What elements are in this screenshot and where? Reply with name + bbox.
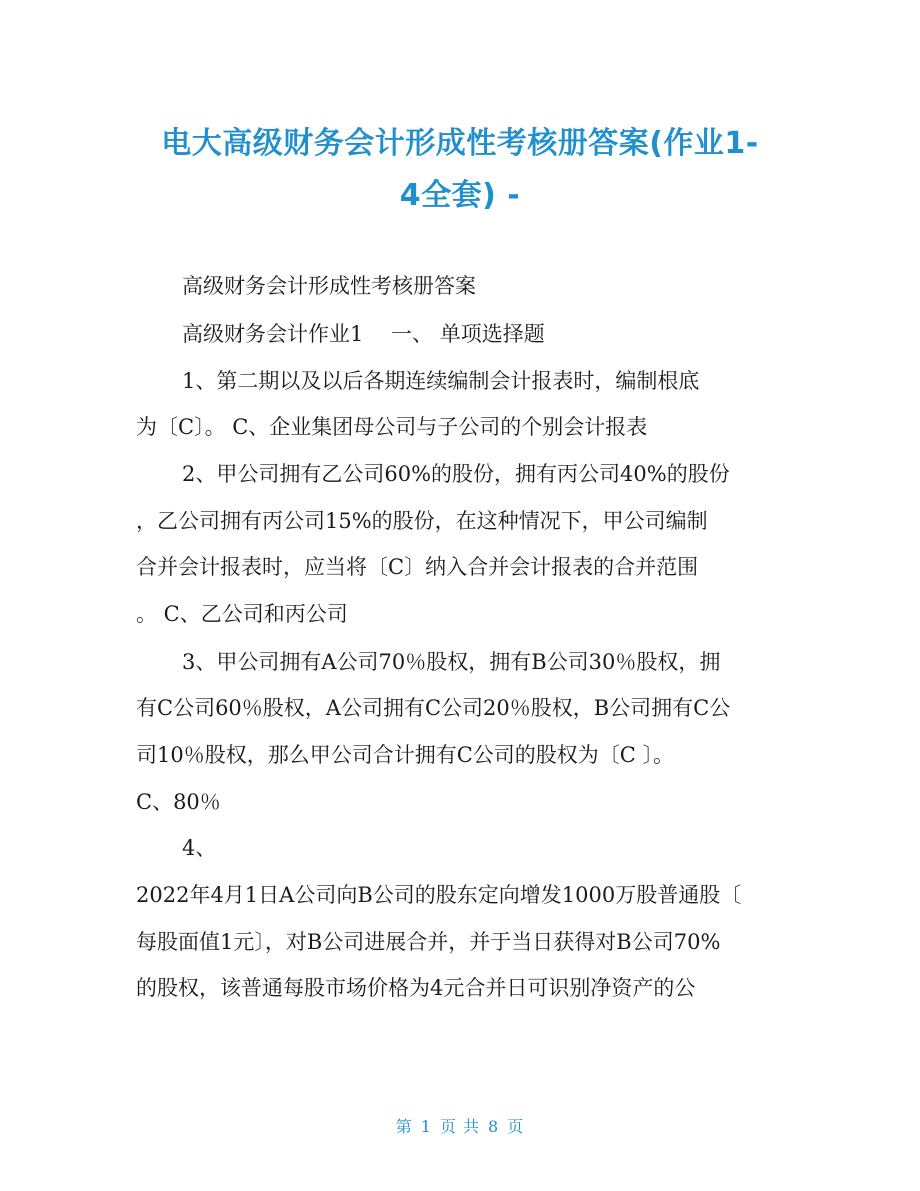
paragraph-line: 高级财务会计形成性考核册答案: [182, 274, 476, 298]
paragraph-line: 合并会计报表时，应当将〔C〕纳入合并会计报表的合并范围: [136, 555, 699, 579]
paragraph-line: 2、甲公司拥有乙公司60%的股份，拥有丙公司40%的股份: [182, 462, 730, 486]
paragraph-line: 3、甲公司拥有A公司70％股权，拥有B公司30％股权，拥: [182, 650, 721, 674]
paragraph-line: ，乙公司拥有丙公司15%的股份，在这种情况下，甲公司编制: [136, 509, 708, 533]
paragraph-line: 高级财务会计作业1 一、 单项选择题: [182, 322, 545, 346]
footer-middle: 页 共: [439, 1117, 481, 1136]
document-title-line2: 4全套) -: [399, 178, 521, 213]
document-title-line1: 电大高级财务会计形成性考核册答案(作业1-: [161, 126, 759, 161]
paragraph-line: 每股面值1元〕，对B公司进展合并，并于当日获得对B公司70%: [136, 930, 721, 954]
paragraph-line: 1、第二期以及以后各期连续编制会计报表时，编制根底: [182, 369, 700, 393]
paragraph-line: 。 C、乙公司和丙公司: [136, 602, 348, 626]
footer-total-pages: 8: [488, 1117, 500, 1136]
page-footer: [0, 1114, 920, 1137]
paragraph-line: 司10％股权，那么甲公司合计拥有C公司的股权为〔C 〕。: [136, 743, 675, 767]
paragraph-line: 为〔C〕。 C、企业集团母公司与子公司的个别会计报表: [136, 415, 648, 439]
paragraph-line: C、80％: [136, 790, 221, 814]
footer-prefix: 第: [395, 1117, 413, 1136]
footer-page-number: 1: [420, 1117, 432, 1136]
paragraph-line: 4、: [182, 836, 217, 860]
paragraph-line: 有C公司60％股权，A公司拥有C公司20％股权，B公司拥有C公: [136, 696, 731, 720]
paragraph-line: 2022年4月1日A公司向B公司的股东定向增发1000万股普通股〔: [136, 883, 742, 907]
paragraph-line: 的股权，该普通每股市场价格为4元合并日可识别净资产的公: [136, 976, 696, 1000]
footer-suffix: 页: [507, 1117, 525, 1136]
